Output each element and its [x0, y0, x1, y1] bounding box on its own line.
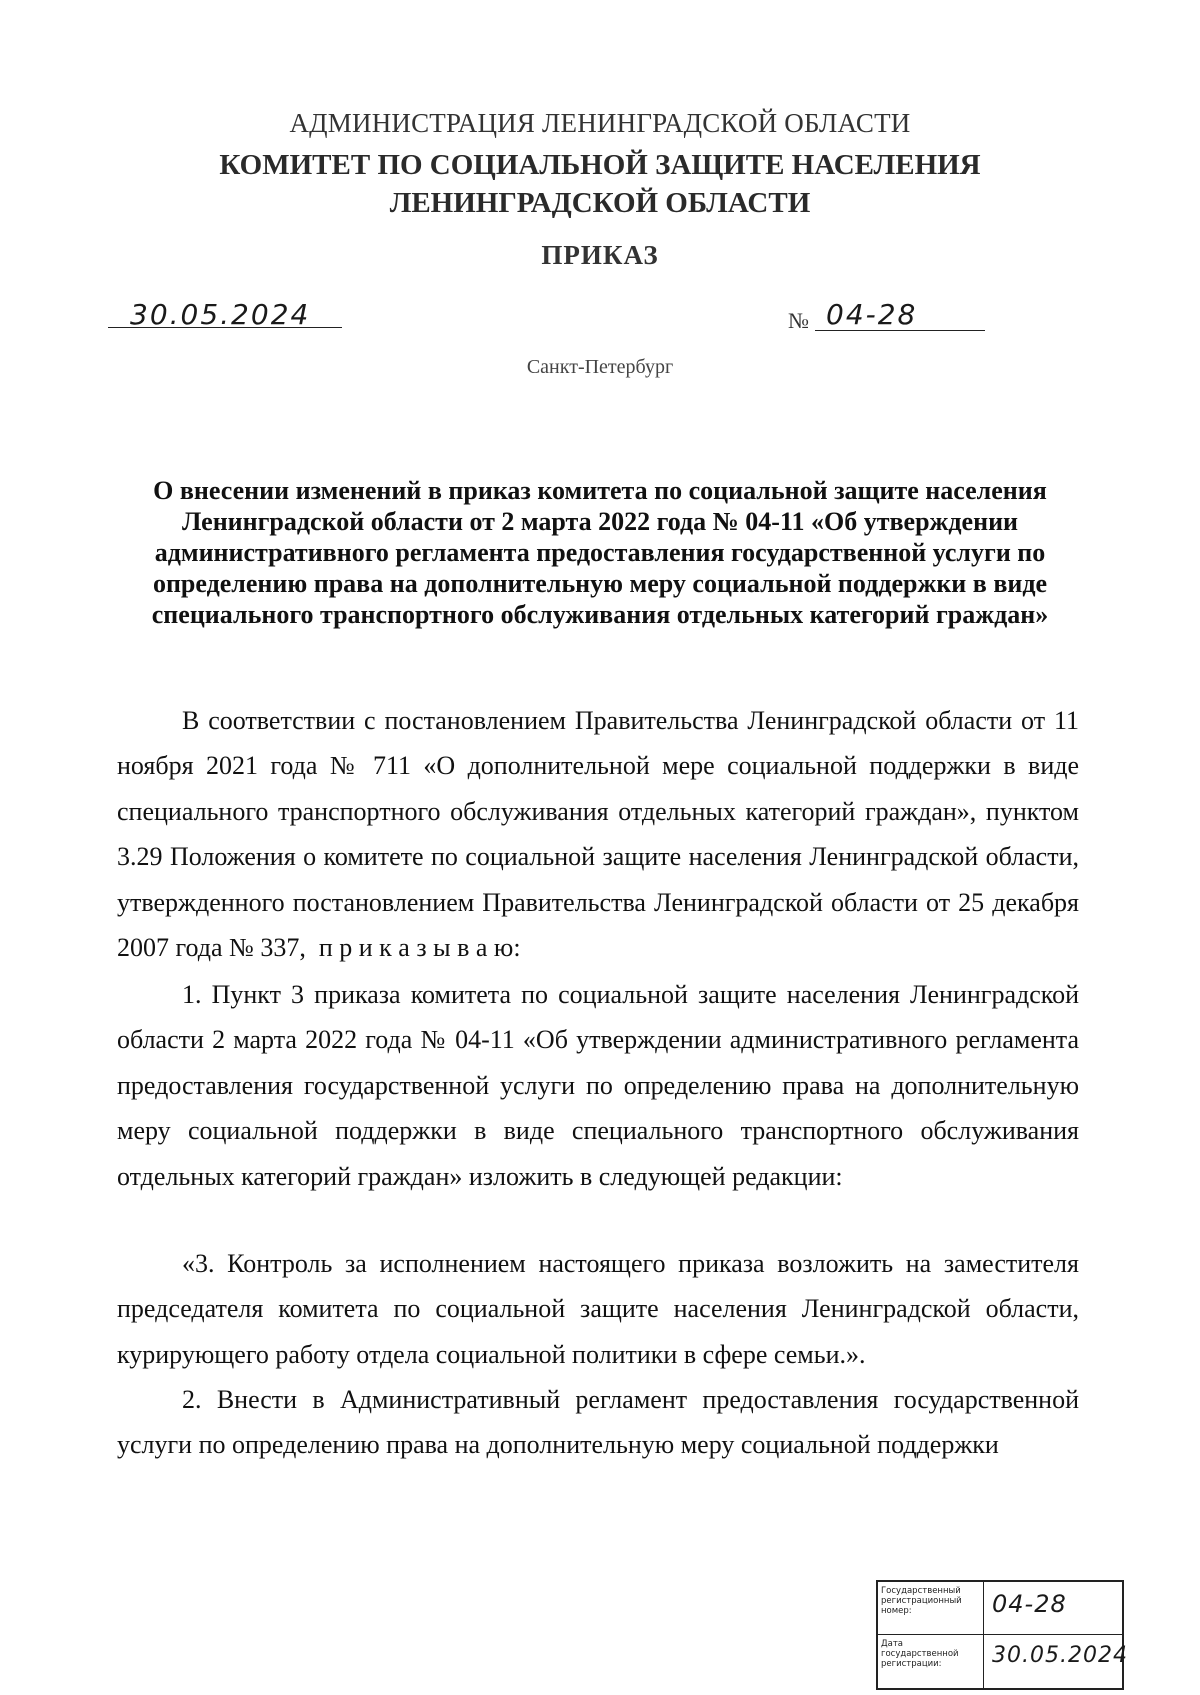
- order-title: О внесении изменений в приказ комитета по социальной защите населения Ленинградской области от 2 марта 2022 года № 04-11 «Об утверждении административного регламента предоставления государственной услуги по определению права на дополнительную меру социальной поддержки в виде специального транспортного обслуживания отдельных категорий граждан»: [151, 476, 1049, 629]
- registration-stamp: [876, 1580, 1128, 1690]
- date-underline: [108, 327, 342, 328]
- document-type: ПРИКАЗ: [541, 240, 659, 270]
- number-sign: №: [788, 308, 809, 333]
- stamp-number-value: 04-28: [992, 1590, 1067, 1618]
- paragraph-item-2: 2. Внести в Административный регламент предоставления государственной услуги по определению права на дополнительную меру социальной поддержки: [117, 1385, 1079, 1460]
- preamble-text: В соответствии с постановлением Правительства Ленинградской области от 11 ноября 2021 года № 711 «О дополнительной мере социальной поддержки в виде специального транспортного обслуживания отдельных категорий граждан», пунктом 3.29 Положения о комитете по социальной защите населения Ленинградской области, утвержденного постановлением Правительства Ленинградской области от 25 декабря 2007 года № 337,: [117, 706, 1079, 963]
- committee-heading-line1: КОМИТЕТ ПО СОЦИАЛЬНОЙ ЗАЩИТЕ НАСЕЛЕНИЯ: [219, 149, 981, 181]
- stamp-divider: [983, 1582, 984, 1634]
- number-underline: [815, 330, 985, 331]
- stamp-date-label: Дата государственной регистрации:: [881, 1639, 959, 1669]
- city: Санкт-Петербург: [526, 356, 674, 378]
- stamp-date-value: 30.05.2024: [992, 1643, 1128, 1668]
- paragraph-item-1: 1. Пункт 3 приказа комитета по социальной защите населения Ленинградской области 2 марта 2022 года № 04-11 «Об утверждении административного регламента предоставления государственной услуги по определению права на дополнительную меру социальной поддержки в виде специального транспортного обслуживания отдельных категорий граждан» изложить в следующей редакции:: [117, 980, 1079, 1191]
- paragraph-quote: «3. Контроль за исполнением настоящего приказа возложить на заместителя председателя комитета по социальной защите населения Ленинградской области, курирующего работу отдела социальной политики в сфере семьи.».: [117, 1249, 1079, 1369]
- order-number: 04-28: [826, 298, 918, 331]
- paragraph-preamble: [117, 698, 1079, 970]
- stamp-number-label: Государственный регистрационный номер:: [881, 1586, 962, 1616]
- order-date: 30.05.2024: [130, 298, 311, 331]
- stamp-divider: [983, 1635, 984, 1688]
- committee-heading: [0, 146, 1200, 222]
- stamp-row-number: [878, 1582, 1122, 1635]
- administration-heading: АДМИНИСТРАЦИЯ ЛЕНИНГРАДСКОЙ ОБЛАСТИ: [289, 108, 911, 138]
- committee-heading-line2: ЛЕНИНГРАДСКОЙ ОБЛАСТИ: [389, 187, 811, 219]
- order-word: п р и к а з ы в а ю:: [318, 933, 521, 963]
- stamp-row-date: [878, 1635, 1128, 1688]
